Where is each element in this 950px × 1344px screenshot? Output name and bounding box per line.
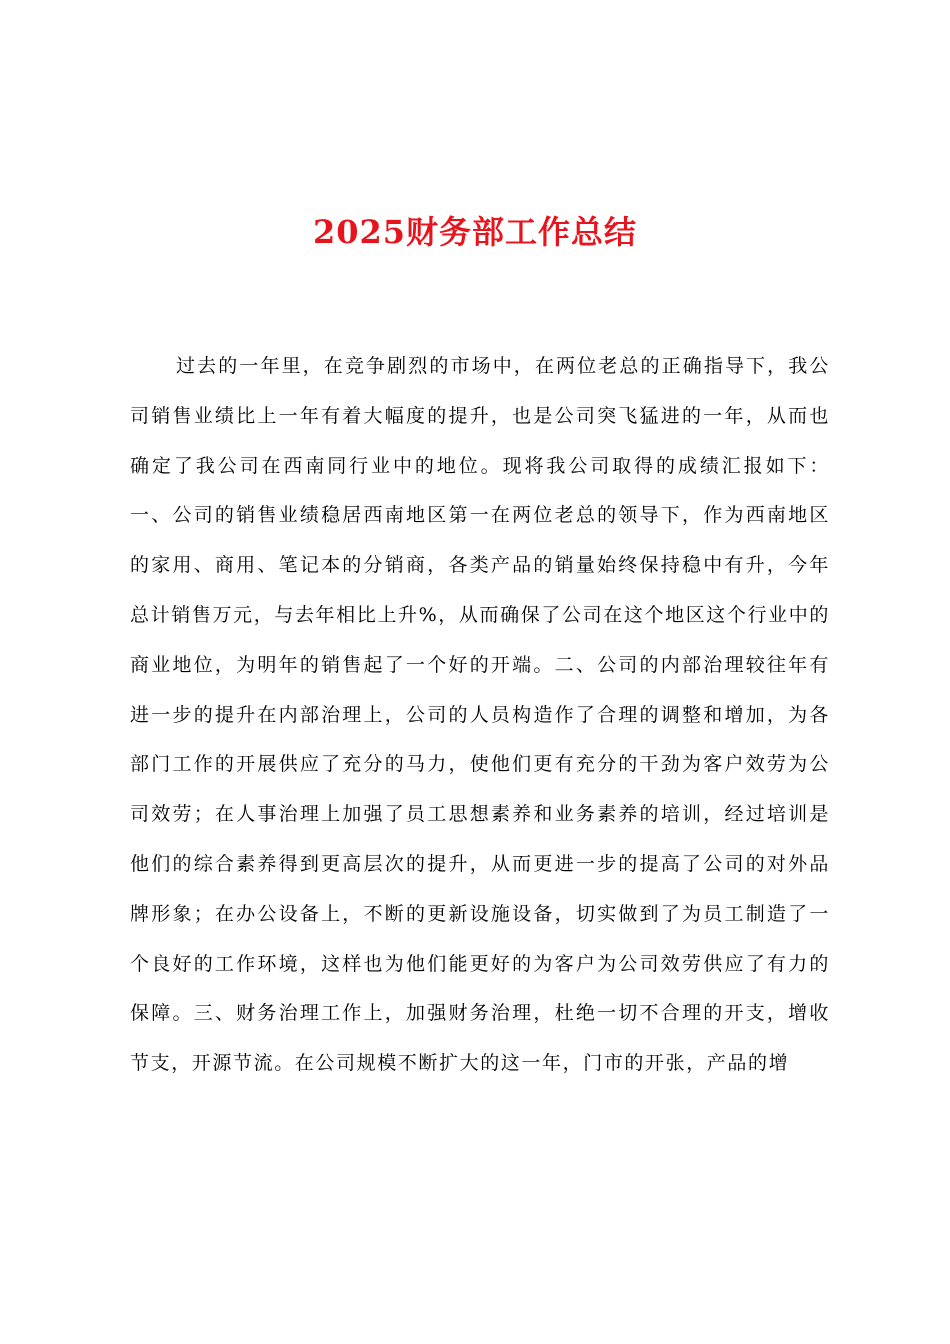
document-title: 2025财务部工作总结 bbox=[312, 213, 638, 251]
body-paragraph: 过去的一年里，在竞争剧烈的市场中，在两位老总的正确指导下，我公司销售业绩比上一年有着大幅度的提升，也是公司突飞猛进的一年，从而也确定了我公司在西南同行业中的地位。现将我公司取得的成绩汇报如下：一、公司的销售业绩稳居西南地区第一在两位老总的领导下，作为西南地区的家用、商用、笔记本的分销商，各类产品的销量始终保持稳中有升，今年总计销售万元，与去年相比上升%，从而确保了公司在这个地区这个行业中的商业地位，为明年的销售起了一个好的开端。二、公司的内部治理较往年有进一步的提升在内部治理上，公司的人员构造作了合理的调整和增加，为各部门工作的开展供应了充分的马力，使他们更有充分的干劲为客户效劳为公司效劳；在人事治理上加强了员工思想素养和业务素养的培训，经过培训是他们的综合素养得到更高层次的提升，从而更进一步的提高了公司的对外品牌形象；在办公设备上，不断的更新设施设备，切实做到了为员工制造了一个良好的工作环境，这样也为他们能更好的为客户为公司效劳供应了有力的保障。三、财务治理工作上，加强财务治理，杜绝一切不合理的开支，增收节支，开源节流。在公司规模不断扩大的这一年，门市的开张，产品的增 bbox=[130, 355, 830, 1075]
